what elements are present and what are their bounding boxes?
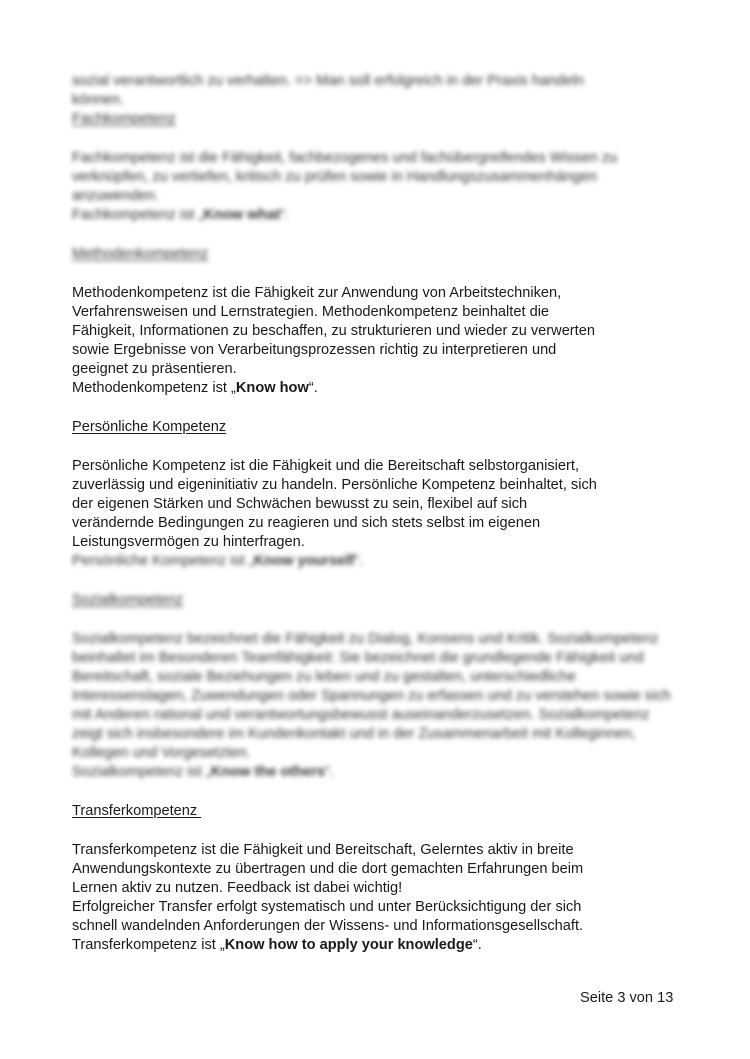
know-line: Fachkompetenz ist „Know what“.	[72, 207, 290, 223]
body-line: Persönliche Kompetenz ist die Fähigkeit und die Bereitschaft selbstorganisiert,	[72, 458, 579, 474]
body-line: verändernde Bedingungen zu reagieren und sich stets selbst im eigenen	[72, 515, 541, 531]
body-line: Transferkompetenz ist die Fähigkeit und Bereitschaft, Gelerntes aktiv in breite	[72, 842, 574, 858]
section-heading: Fachkompetenz	[72, 111, 176, 127]
body-line: der eigenen Stärken und Schwächen bewusst zu sein, flexibel auf sich	[72, 496, 528, 512]
section-body: Sozialkompetenz bezeichnet die Fähigkeit zu Dialog, Konsens und Kritik. Sozialkompetenz beinhaltet im Besonderen Teamfähigkeit: Sie bezeichnet die grundlegende Fähigkeit und Bereitschaft, soziale Beziehungen zu leben und zu gestalten, unterschiedliche Interessenslagen, Zuwendungen oder Spannungen zu erfassen und zu verstehen sowie sich mit Anderen rational und verantwortungsbewusst auseinanderzusetzen. Sozialkompetenz zeigt sich insbesondere im Kundenkontakt und in der Zusammenarbeit mit Kolleginnen, Kollegen und Vorgesetzten.	[72, 631, 671, 761]
section-sozialkompetenz	[72, 591, 682, 782]
body-line: schnell wandelnden Anforderungen der Wissens- und Informationsgesellschaft.	[72, 918, 584, 934]
blurred-intro	[72, 72, 682, 110]
body-line: Verfahrensweisen und Lernstrategien. Methodenkompetenz beinhaltet die	[72, 304, 550, 320]
body-line: Erfolgreicher Transfer erfolgt systematisch und unter Berücksichtigung der sich	[72, 899, 582, 915]
know-line: Sozialkompetenz ist „Know the others“.	[72, 764, 334, 780]
know-line: Persönliche Kompetenz ist „Know yourself“.	[72, 553, 364, 569]
section-body: Fachkompetenz ist die Fähigkeit, fachbezogenes und fachübergreifendes Wissen zu verknüpfen, zu vertiefen, kritisch zu prüfen sowie in Handlungszusammenhängen anzuwenden.	[72, 150, 618, 204]
know-line: Transferkompetenz ist „Know how to apply your knowledge“.	[72, 937, 482, 953]
section-heading: Transferkompetenz	[72, 803, 202, 819]
section-heading: Sozialkompetenz	[72, 592, 184, 608]
intro-line-2: können.	[72, 92, 124, 108]
body-line: zuverlässig und eigeninitiativ zu handeln. Persönliche Kompetenz beinhaltet, sich	[72, 477, 597, 493]
section-heading: Persönliche Kompetenz	[72, 419, 227, 435]
section-persoenliche-kompetenz	[72, 418, 682, 571]
body-line: Methodenkompetenz ist die Fähigkeit zur Anwendung von Arbeitstechniken,	[72, 285, 562, 301]
body-line: Leistungsvermögen zu hinterfragen.	[72, 534, 305, 550]
section-fachkompetenz	[72, 110, 682, 225]
body-line: Lernen aktiv zu nutzen. Feedback ist dabei wichtig!	[72, 880, 403, 896]
section-heading: Methodenkompetenz	[72, 246, 209, 262]
body-line: sowie Ergebnisse von Verarbeitungsprozessen richtig zu interpretieren und	[72, 342, 557, 358]
know-line: Methodenkompetenz ist „Know how“.	[72, 380, 318, 396]
page-number: Seite 3 von 13	[580, 990, 674, 1006]
section-methodenkompetenz	[72, 245, 682, 398]
body-line: geeignet zu präsentieren.	[72, 361, 237, 377]
body-line: Anwendungskontexte zu übertragen und die dort gemachten Erfahrungen beim	[72, 861, 584, 877]
document-page	[72, 72, 682, 955]
intro-line-1: sozial verantwortlich zu verhalten. => Man soll erfolgreich in der Praxis handeln	[72, 73, 584, 89]
section-transferkompetenz	[72, 802, 682, 955]
body-line: Fähigkeit, Informationen zu beschaffen, zu strukturieren und wieder zu verwerten	[72, 323, 595, 339]
